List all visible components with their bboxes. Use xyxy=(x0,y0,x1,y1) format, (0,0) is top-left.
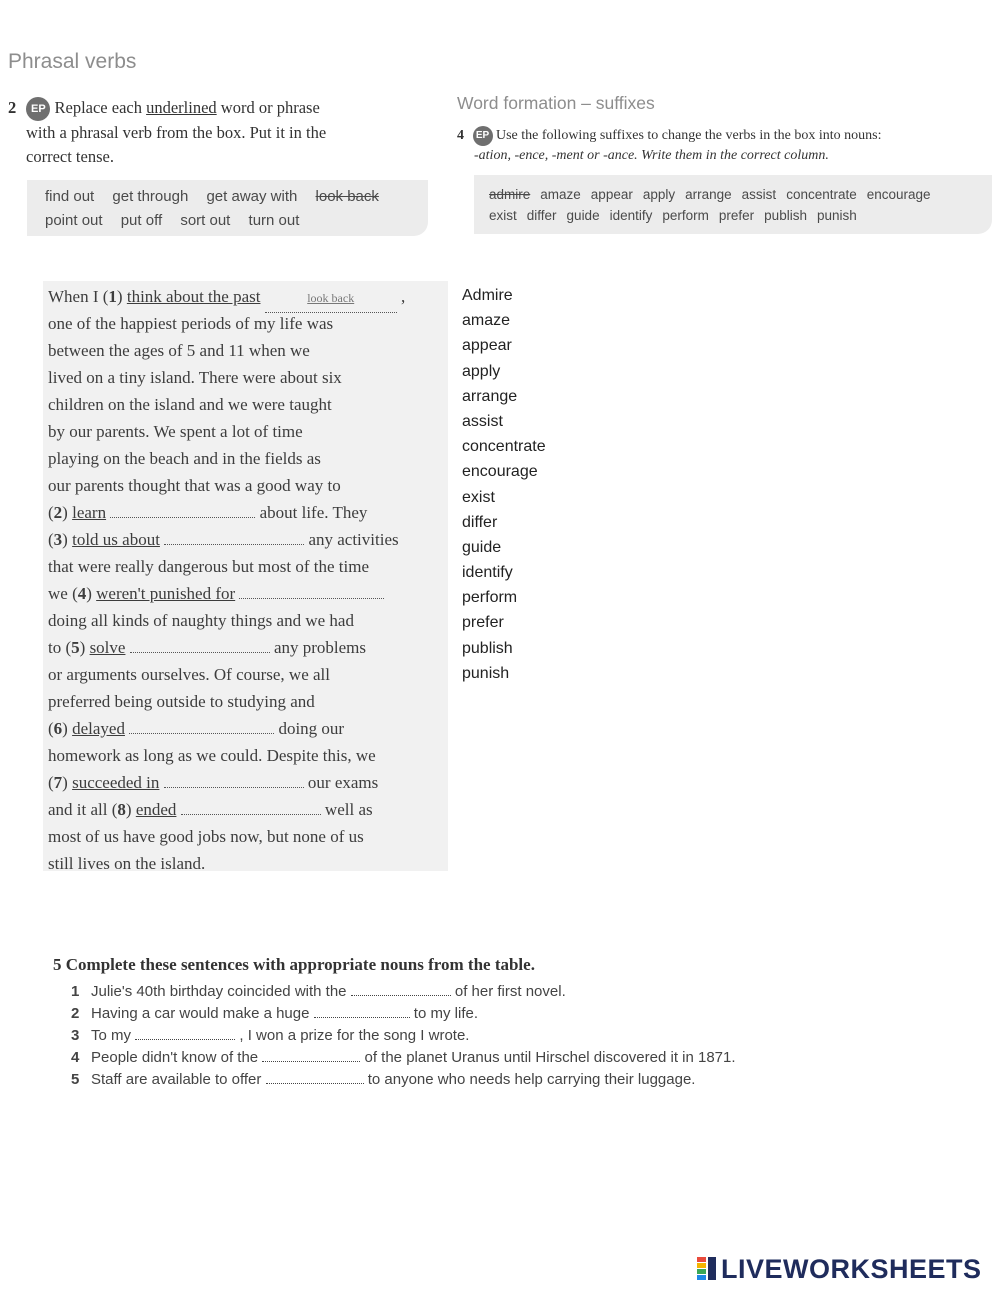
underlined-phrase: solve xyxy=(89,638,126,657)
box-word: identify xyxy=(609,208,653,223)
instruction-text: -ation, -ence, -ment or -ance. Write them in the correct column. xyxy=(474,148,829,164)
section-heading: Phrasal verbs xyxy=(8,50,137,73)
box-word: apply xyxy=(642,187,676,202)
item-number: 2 xyxy=(71,1005,80,1022)
liveworksheets-logo xyxy=(697,1254,982,1285)
ep-badge-icon: EP xyxy=(473,126,493,146)
instruction-text: with a phrasal verb from the box. Put it in the xyxy=(26,123,327,143)
box-word: encourage xyxy=(866,187,931,202)
sentence-text: of her first novel. xyxy=(450,983,566,1000)
passage-text: our exams xyxy=(303,773,379,792)
underlined-phrase: think about the past xyxy=(126,287,261,306)
answer-field[interactable]: look back xyxy=(265,285,397,313)
item-number: 4 xyxy=(71,1049,80,1066)
passage-line: (7) succeeded in our exams xyxy=(48,773,379,792)
passage-line: by our parents. We spent a lot of time xyxy=(48,422,303,441)
verb-item: appear xyxy=(462,337,512,355)
liveworksheets-logo-icon xyxy=(697,1257,717,1281)
answer-field[interactable] xyxy=(266,1071,364,1084)
passage-text: When I ( xyxy=(48,287,109,306)
item-number: 5 xyxy=(71,1071,80,1088)
answer-field[interactable] xyxy=(129,719,274,734)
instruction-text: Use the following suffixes to change the verbs in the box into nouns: xyxy=(496,128,882,144)
verb-item: identify xyxy=(462,564,513,582)
logo-text: LIVEWORKSHEETS xyxy=(721,1254,982,1284)
exercise-4-number: 4 xyxy=(457,128,464,144)
verb-item: assist xyxy=(462,412,503,430)
answer-field[interactable] xyxy=(164,773,304,788)
sentence-text: To my xyxy=(91,1027,136,1044)
sentence-row xyxy=(71,1049,736,1071)
passage-text: to ( xyxy=(48,638,72,657)
box-word: prefer xyxy=(718,208,755,223)
exercise-2-number: 2 xyxy=(8,98,17,117)
ep-badge-icon: EP xyxy=(26,97,50,121)
exercise-4-instruction xyxy=(457,126,997,166)
box-word: arrange xyxy=(685,187,732,202)
underlined-phrase: learn xyxy=(72,503,107,522)
passage-line: doing all kinds of naughty things and we had xyxy=(48,611,354,630)
passage-line: one of the happiest periods of my life was xyxy=(48,314,334,333)
box-word: appear xyxy=(590,187,633,202)
answer-field[interactable] xyxy=(314,1005,410,1018)
passage-line xyxy=(48,283,448,310)
box-word: sort out xyxy=(180,212,231,229)
box-word: get through xyxy=(112,188,189,205)
sentence-text: Having a car would make a huge xyxy=(91,1005,314,1022)
passage-line: (3) told us about any activities xyxy=(48,530,399,549)
passage-line: our parents thought that was a good way to xyxy=(48,476,341,495)
exercise-5 xyxy=(53,955,736,1093)
underlined-phrase: succeeded in xyxy=(72,773,160,792)
reading-passage xyxy=(43,281,448,871)
verb-item: encourage xyxy=(462,463,538,481)
passage-line: most of us have good jobs now, but none of us xyxy=(48,827,364,846)
suffix-verb-box xyxy=(474,175,992,234)
underlined-phrase: ended xyxy=(135,800,177,819)
passage-line: preferred being outside to studying and xyxy=(48,692,315,711)
passage-text: we ( xyxy=(48,584,78,603)
passage-text: about life. They xyxy=(255,503,368,522)
sentence-text: of the planet Uranus until Hirschel discovered it in 1871. xyxy=(360,1049,736,1066)
sentence-row xyxy=(71,1027,736,1049)
instruction-underlined: underlined xyxy=(146,98,217,117)
answer-field[interactable] xyxy=(130,638,270,653)
passage-line: between the ages of 5 and 11 when we xyxy=(48,341,310,360)
box-word: turn out xyxy=(248,212,300,229)
exercise-2-instruction xyxy=(8,96,428,169)
verb-item: prefer xyxy=(462,614,504,632)
verb-item: exist xyxy=(462,488,495,506)
passage-line: or arguments ourselves. Of course, we all xyxy=(48,665,330,684)
sentence-text: People didn't know of the xyxy=(91,1049,263,1066)
passage-text: , xyxy=(396,287,406,306)
item-number: 4 xyxy=(77,584,87,603)
passage-line: (6) delayed doing our xyxy=(48,719,345,738)
instruction-text: correct tense. xyxy=(26,147,114,167)
sentence-text: , I won a prize for the song I wrote. xyxy=(235,1027,470,1044)
underlined-phrase: told us about xyxy=(72,530,160,549)
answer-field[interactable] xyxy=(164,530,304,545)
word-formation-heading: Word formation – suffixes xyxy=(457,93,655,113)
sentence-text: Julie's 40th birthday coincided with the xyxy=(91,983,351,1000)
verb-list xyxy=(462,283,546,686)
verb-item: amaze xyxy=(462,312,511,330)
item-number: 6 xyxy=(53,719,63,738)
verb-item: apply xyxy=(462,362,501,380)
box-word: perform xyxy=(662,208,709,223)
passage-line: lived on a tiny island. There were about six xyxy=(48,368,342,387)
box-word: punish xyxy=(816,208,857,223)
phrasal-verb-box xyxy=(27,180,428,236)
box-word: concentrate xyxy=(786,187,857,202)
sentence-row xyxy=(71,1071,736,1093)
box-word: publish xyxy=(764,208,807,223)
item-number: 7 xyxy=(53,773,63,792)
box-word: guide xyxy=(566,208,600,223)
box-word: put off xyxy=(120,212,163,229)
passage-line: still lives on the island. xyxy=(48,854,206,873)
sentence-text: to anyone who needs help carrying their luggage. xyxy=(363,1071,696,1088)
sentence-row xyxy=(71,1005,736,1027)
box-word: find out xyxy=(45,188,95,205)
verb-item: punish xyxy=(462,664,510,682)
passage-line: to (5) solve any problems xyxy=(48,638,367,657)
item-number: 5 xyxy=(71,638,80,657)
answer-field[interactable] xyxy=(110,503,255,518)
box-word: exist xyxy=(489,208,517,223)
verb-item: perform xyxy=(462,589,518,607)
passage-line: playing on the beach and in the fields as xyxy=(48,449,321,468)
box-word: assist xyxy=(741,187,777,202)
verb-item: Admire xyxy=(462,287,513,304)
box-word-crossed: look back xyxy=(315,188,379,205)
item-number: 3 xyxy=(53,530,63,549)
answer-field[interactable] xyxy=(239,584,384,599)
passage-text: any problems xyxy=(269,638,367,657)
answer-field[interactable] xyxy=(135,1027,235,1040)
box-word-crossed: admire xyxy=(489,187,531,202)
passage-text: and it all ( xyxy=(48,800,118,819)
sentence-row xyxy=(71,983,736,1005)
passage-line: homework as long as we could. Despite this, we xyxy=(48,746,376,765)
answer-field[interactable] xyxy=(181,800,321,815)
verb-item: arrange xyxy=(462,387,518,405)
answer-field[interactable] xyxy=(262,1049,360,1062)
passage-text: ) xyxy=(116,287,127,306)
underlined-phrase: weren't punished for xyxy=(96,584,236,603)
item-number: 1 xyxy=(71,983,80,1000)
verb-item: guide xyxy=(462,538,502,556)
box-word: amaze xyxy=(540,187,581,202)
item-number: 1 xyxy=(108,287,117,306)
sentence-text: to my life. xyxy=(409,1005,478,1022)
verb-item: publish xyxy=(462,639,513,657)
passage-line: we (4) weren't punished for xyxy=(48,580,448,607)
instruction-text: word or phrase xyxy=(216,98,320,117)
passage-line: children on the island and we were taught xyxy=(48,395,332,414)
verb-item: differ xyxy=(462,513,498,531)
passage-line: that were really dangerous but most of the time xyxy=(48,557,370,576)
passage-text: well as xyxy=(320,800,373,819)
box-word: differ xyxy=(526,208,557,223)
box-word: point out xyxy=(45,212,103,229)
exercise-5-title: 5 Complete these sentences with appropriate nouns from the table. xyxy=(53,955,535,974)
verb-item: concentrate xyxy=(462,438,546,456)
box-word: get away with xyxy=(206,188,298,205)
passage-text: any activities xyxy=(304,530,399,549)
answer-field[interactable] xyxy=(351,983,451,996)
item-number: 3 xyxy=(71,1027,80,1044)
sentence-text: Staff are available to offer xyxy=(91,1071,266,1088)
item-number: 8 xyxy=(117,800,126,819)
underlined-phrase: delayed xyxy=(72,719,125,738)
item-number: 2 xyxy=(53,503,63,522)
passage-line: and it all (8) ended well as xyxy=(48,800,373,819)
passage-line: (2) learn about life. They xyxy=(48,503,368,522)
instruction-text: Replace each xyxy=(54,98,147,117)
passage-text: doing our xyxy=(274,719,345,738)
